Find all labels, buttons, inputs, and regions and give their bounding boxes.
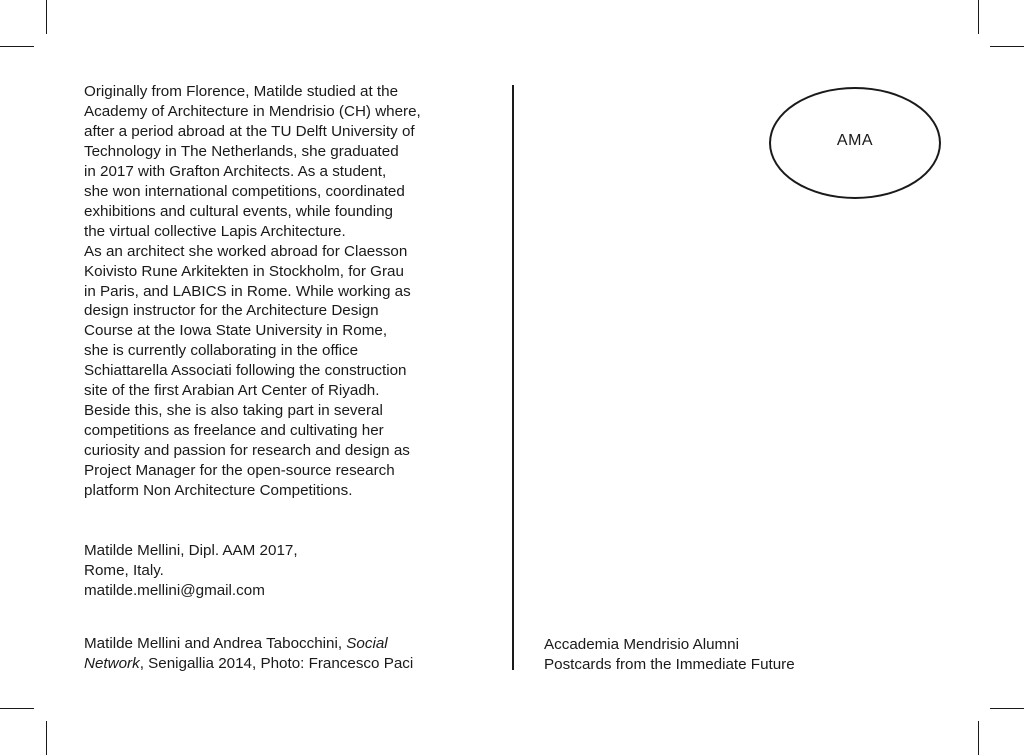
crop-mark-bottom-right-horizontal <box>990 708 1024 709</box>
caption-title-part-1: Social <box>346 635 388 652</box>
caption-authors: Matilde Mellini and Andrea Tabocchini, <box>84 635 347 652</box>
crop-mark-bottom-left-vertical <box>46 721 47 755</box>
crop-mark-top-left-horizontal <box>0 46 34 47</box>
caption-line-1 <box>84 634 494 654</box>
publisher-series: Postcards from the Immediate Future <box>544 656 795 673</box>
crop-mark-top-left-vertical <box>46 0 47 34</box>
signature-block <box>84 541 494 601</box>
crop-mark-top-right-vertical <box>978 0 979 34</box>
crop-mark-bottom-right-vertical <box>978 721 979 755</box>
image-caption <box>84 634 494 674</box>
crop-mark-top-right-horizontal <box>990 46 1024 47</box>
stamp-label: AMA <box>836 132 874 149</box>
postcard-divider <box>512 85 514 670</box>
signature-email: matilde.mellini@gmail.com <box>84 581 265 599</box>
caption-details: , Senigallia 2014, Photo: Francesco Paci <box>139 655 414 672</box>
crop-mark-bottom-left-horizontal <box>0 708 34 709</box>
caption-line-2 <box>84 654 494 674</box>
stamp-oval <box>769 87 941 199</box>
biography-text: Originally from Florence, Matilde studied at the Academy of Architecture in Mendrisio (CH) where, after a period abroad at the TU Delft University of Technology in The Netherlands, she graduated in 2017 with Grafton Architects. As a student, she won international competitions, coordinated exhibitions and cultural events, while founding the virtual collective Lapis Architecture. As an architect she worked abroad for Claesson Koivisto Rune Arkitekten in Stockholm, for Grau in Paris, and LABICS in Rome. While working as design instructor for the Architecture Design Course at the Iowa State University in Rome, she is currently collaborating in the office Schiattarella Associati following the construction site of the first Arabian Art Center of Riyadh. Beside this, she is also taking part in several competitions as freelance and cultivating her curiosity and passion for research and design as Project Manager for the open-source research platform Non Architecture Competitions. <box>84 83 421 500</box>
publisher-name: Accademia Mendrisio Alumni <box>544 636 739 653</box>
signature-name: Matilde Mellini, Dipl. AAM 2017, <box>84 542 298 559</box>
caption-title-part-2: Network <box>84 655 140 672</box>
publisher-block <box>544 635 984 675</box>
signature-location: Rome, Italy. <box>84 561 164 579</box>
